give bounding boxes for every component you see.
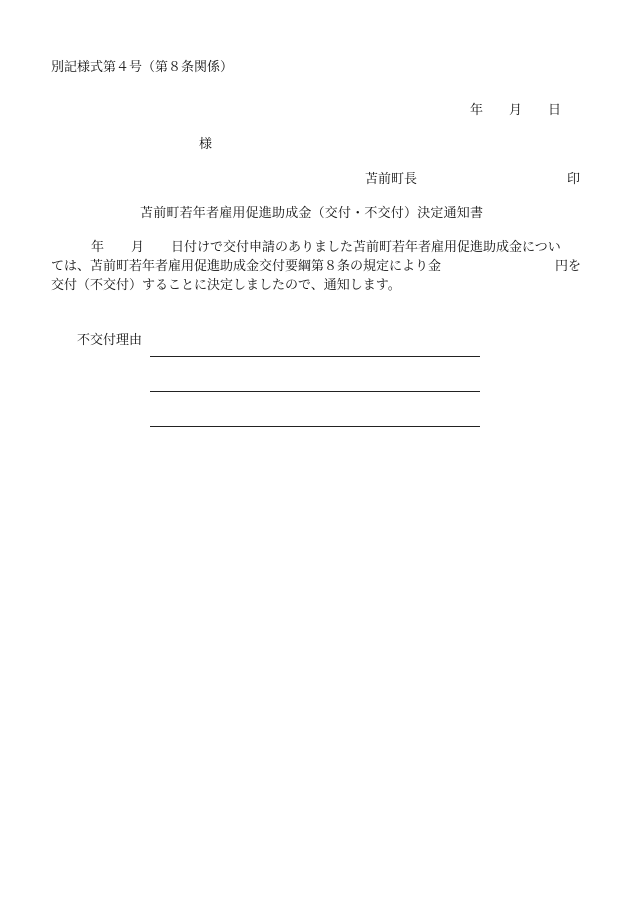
body-line-3 <box>51 276 581 295</box>
body-line-1 <box>51 238 581 257</box>
issuer-name: 苫前町長 <box>365 172 418 187</box>
date-day-label: 日 <box>548 103 562 118</box>
date-month-label: 月 <box>509 103 523 118</box>
non-grant-reason-label: 不交付理由 <box>77 333 143 348</box>
addressee-suffix: 様 <box>199 137 213 152</box>
date-year-label: 年 <box>470 103 484 118</box>
reason-line-1 <box>150 356 480 357</box>
body-yen-label: 円を <box>554 259 581 274</box>
body-line-2-text: ては、苫前町若年者雇用促進助成金交付要綱第８条の規定により金 <box>51 259 442 274</box>
body-year-label: 年 <box>91 240 105 255</box>
form-number: 別記様式第４号（第８条関係） <box>51 60 234 75</box>
date-fields <box>470 104 561 117</box>
reason-line-3 <box>150 426 480 427</box>
seal-mark: 印 <box>567 172 581 187</box>
document-title: 苫前町若年者雇用促進助成金（交付・不交付）決定通知書 <box>140 206 484 221</box>
body-line-1-text: 日付けで交付申請のありました苫前町若年者雇用促進助成金につい <box>171 240 561 255</box>
notice-body <box>51 238 581 295</box>
reason-line-2 <box>150 391 480 392</box>
body-month-label: 月 <box>131 240 145 255</box>
body-line-2 <box>51 257 581 276</box>
body-line-3-text: 交付（不交付）することに決定しましたので、通知します。 <box>51 278 401 293</box>
